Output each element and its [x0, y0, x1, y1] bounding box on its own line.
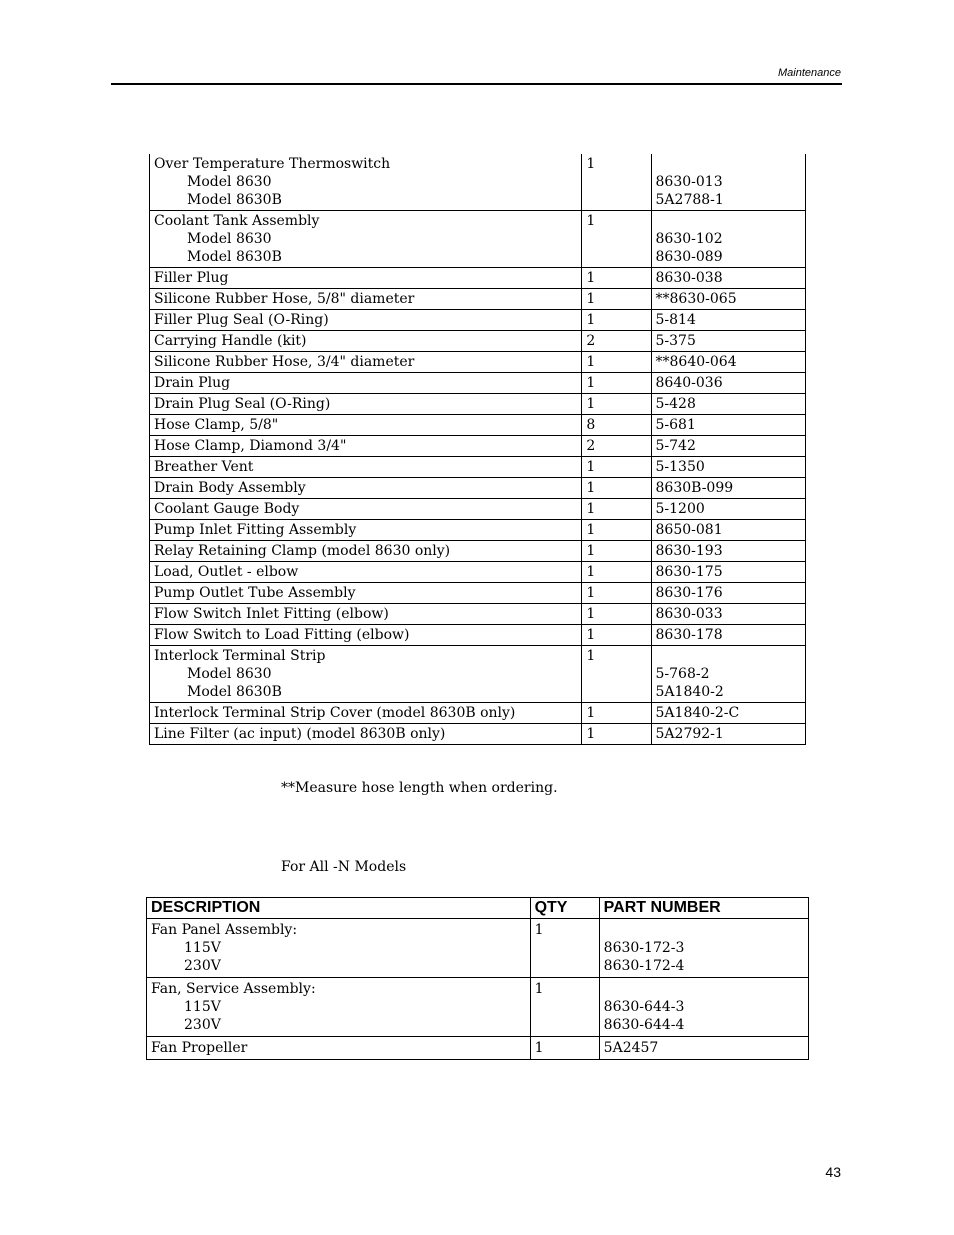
column-header-part-number: PART NUMBER — [599, 898, 808, 919]
table-row — [150, 562, 806, 583]
qty-cell: 2 — [582, 331, 651, 352]
sub-item: 230V — [184, 958, 221, 974]
table-row — [150, 703, 806, 724]
qty-cell: 1 — [582, 478, 651, 499]
part-number-cell: 8630-033 — [651, 604, 805, 625]
description-cell — [147, 978, 531, 1037]
description-cell: Flow Switch to Load Fitting (elbow) — [150, 625, 582, 646]
sub-item: Model 8630B — [187, 684, 282, 700]
hose-length-note: **Measure hose length when ordering. — [281, 780, 558, 796]
qty-cell: 1 — [530, 1037, 599, 1060]
description-cell: Load, Outlet - elbow — [150, 562, 582, 583]
description-cell: Interlock Terminal Strip Cover (model 8630B only) — [150, 703, 582, 724]
part-number-cell: 5A1840-2-C — [651, 703, 805, 724]
qty-cell: 1 — [582, 703, 651, 724]
table-row — [150, 211, 806, 268]
qty-cell: 1 — [582, 499, 651, 520]
part-number: 8630-644-3 — [603, 999, 685, 1015]
part-number-cell: 8630-175 — [651, 562, 805, 583]
parts-table — [149, 154, 806, 745]
table-row — [150, 541, 806, 562]
table-header-row — [147, 898, 809, 919]
qty-cell: 1 — [582, 625, 651, 646]
table-row — [150, 520, 806, 541]
table-row — [150, 436, 806, 457]
description-cell: Relay Retaining Clamp (model 8630 only) — [150, 541, 582, 562]
description-text: Fan Panel Assembly: — [151, 922, 298, 938]
sub-item: Model 8630 — [187, 174, 272, 190]
qty-cell: 1 — [530, 978, 599, 1037]
table-row — [150, 604, 806, 625]
page-number: 43 — [825, 1164, 841, 1180]
part-number: 8630-102 — [655, 231, 723, 247]
table-row — [150, 415, 806, 436]
table-row — [150, 373, 806, 394]
description-cell: Filler Plug Seal (O-Ring) — [150, 310, 582, 331]
description-cell — [150, 211, 582, 268]
part-number-cell — [651, 646, 805, 703]
description-text: Coolant Tank Assembly — [154, 213, 320, 229]
table-row — [150, 646, 806, 703]
qty-cell: 1 — [582, 457, 651, 478]
part-number-cell: 8630-193 — [651, 541, 805, 562]
part-number-cell: 8630-178 — [651, 625, 805, 646]
table-row — [150, 268, 806, 289]
qty-cell: 1 — [582, 211, 651, 268]
sub-item: Model 8630 — [187, 666, 272, 682]
qty-cell: 1 — [530, 919, 599, 978]
description-cell — [147, 919, 531, 978]
description-cell: Filler Plug — [150, 268, 582, 289]
description-cell: Hose Clamp, 5/8" — [150, 415, 582, 436]
qty-cell: 1 — [582, 268, 651, 289]
part-number-cell: 5A2792-1 — [651, 724, 805, 745]
description-cell: Drain Plug Seal (O-Ring) — [150, 394, 582, 415]
part-number: 5A1840-2 — [655, 684, 724, 700]
spacer — [604, 980, 804, 998]
description-cell: Hose Clamp, Diamond 3/4" — [150, 436, 582, 457]
spacer — [656, 155, 801, 173]
part-number-cell: 8630-038 — [651, 268, 805, 289]
part-number-cell: 5-428 — [651, 394, 805, 415]
qty-cell: 1 — [582, 724, 651, 745]
column-header-qty: QTY — [530, 898, 599, 919]
qty-cell: 2 — [582, 436, 651, 457]
part-number-cell: 5-814 — [651, 310, 805, 331]
description-cell: Silicone Rubber Hose, 3/4" diameter — [150, 352, 582, 373]
table-row — [150, 499, 806, 520]
description-cell: Fan Propeller — [147, 1037, 531, 1060]
part-number-cell: **8640-064 — [651, 352, 805, 373]
table-row — [150, 310, 806, 331]
description-text: Interlock Terminal Strip — [154, 648, 326, 664]
description-cell: Coolant Gauge Body — [150, 499, 582, 520]
part-number: 5-768-2 — [655, 666, 710, 682]
qty-cell: 1 — [582, 352, 651, 373]
table-row — [147, 1037, 809, 1060]
description-cell: Drain Plug — [150, 373, 582, 394]
table-row — [150, 394, 806, 415]
part-number-cell — [599, 978, 808, 1037]
running-header: Maintenance — [778, 67, 841, 79]
qty-cell: 1 — [582, 520, 651, 541]
sub-item: 230V — [184, 1017, 221, 1033]
part-number-cell — [651, 211, 805, 268]
spacer — [656, 212, 801, 230]
part-number-cell: 5-742 — [651, 436, 805, 457]
description-text: Over Temperature Thermoswitch — [154, 156, 391, 172]
description-cell: Pump Outlet Tube Assembly — [150, 583, 582, 604]
sub-item: 115V — [184, 940, 221, 956]
sub-item: 115V — [184, 999, 221, 1015]
part-number-cell: 8630B-099 — [651, 478, 805, 499]
table-row — [150, 625, 806, 646]
qty-cell: 1 — [582, 541, 651, 562]
qty-cell: 1 — [582, 289, 651, 310]
part-number: 8630-172-4 — [603, 958, 685, 974]
description-cell: Drain Body Assembly — [150, 478, 582, 499]
sub-item: Model 8630B — [187, 249, 282, 265]
spacer — [604, 921, 804, 939]
part-number-cell: 5-1200 — [651, 499, 805, 520]
table-row — [150, 478, 806, 499]
qty-cell: 1 — [582, 562, 651, 583]
table-row — [150, 724, 806, 745]
description-cell: Silicone Rubber Hose, 5/8" diameter — [150, 289, 582, 310]
table-caption: For All -N Models — [281, 859, 407, 875]
qty-cell: 1 — [582, 646, 651, 703]
part-number: 8630-089 — [655, 249, 723, 265]
description-cell — [150, 154, 582, 211]
spacer — [656, 647, 801, 665]
description-text: Fan, Service Assembly: — [151, 981, 316, 997]
description-cell: Flow Switch Inlet Fitting (elbow) — [150, 604, 582, 625]
qty-cell: 1 — [582, 373, 651, 394]
qty-cell: 8 — [582, 415, 651, 436]
fan-parts-table — [146, 897, 809, 1060]
table-row — [147, 919, 809, 978]
qty-cell: 1 — [582, 154, 651, 211]
part-number-cell: **8630-065 — [651, 289, 805, 310]
part-number-cell: 5-375 — [651, 331, 805, 352]
column-header-description: DESCRIPTION — [147, 898, 531, 919]
sub-item: Model 8630B — [187, 192, 282, 208]
table-row — [150, 289, 806, 310]
description-cell: Breather Vent — [150, 457, 582, 478]
table-row — [147, 978, 809, 1037]
part-number-cell: 5-1350 — [651, 457, 805, 478]
table-row — [150, 331, 806, 352]
part-number-cell: 8630-176 — [651, 583, 805, 604]
part-number-cell: 8650-081 — [651, 520, 805, 541]
description-cell: Carrying Handle (kit) — [150, 331, 582, 352]
part-number: 5A2788-1 — [655, 192, 724, 208]
part-number: 8630-172-3 — [603, 940, 685, 956]
qty-cell: 1 — [582, 394, 651, 415]
table-row — [150, 154, 806, 211]
qty-cell: 1 — [582, 310, 651, 331]
table-row — [150, 457, 806, 478]
description-cell: Line Filter (ac input) (model 8630B only) — [150, 724, 582, 745]
part-number-cell: 8640-036 — [651, 373, 805, 394]
part-number-cell: 5A2457 — [599, 1037, 808, 1060]
qty-cell: 1 — [582, 604, 651, 625]
part-number-cell: 5-681 — [651, 415, 805, 436]
table-row — [150, 352, 806, 373]
part-number-cell — [651, 154, 805, 211]
qty-cell: 1 — [582, 583, 651, 604]
part-number: 8630-644-4 — [603, 1017, 685, 1033]
description-cell: Pump Inlet Fitting Assembly — [150, 520, 582, 541]
header-rule — [111, 83, 842, 85]
part-number: 8630-013 — [655, 174, 723, 190]
description-cell — [150, 646, 582, 703]
part-number-cell — [599, 919, 808, 978]
sub-item: Model 8630 — [187, 231, 272, 247]
table-row — [150, 583, 806, 604]
